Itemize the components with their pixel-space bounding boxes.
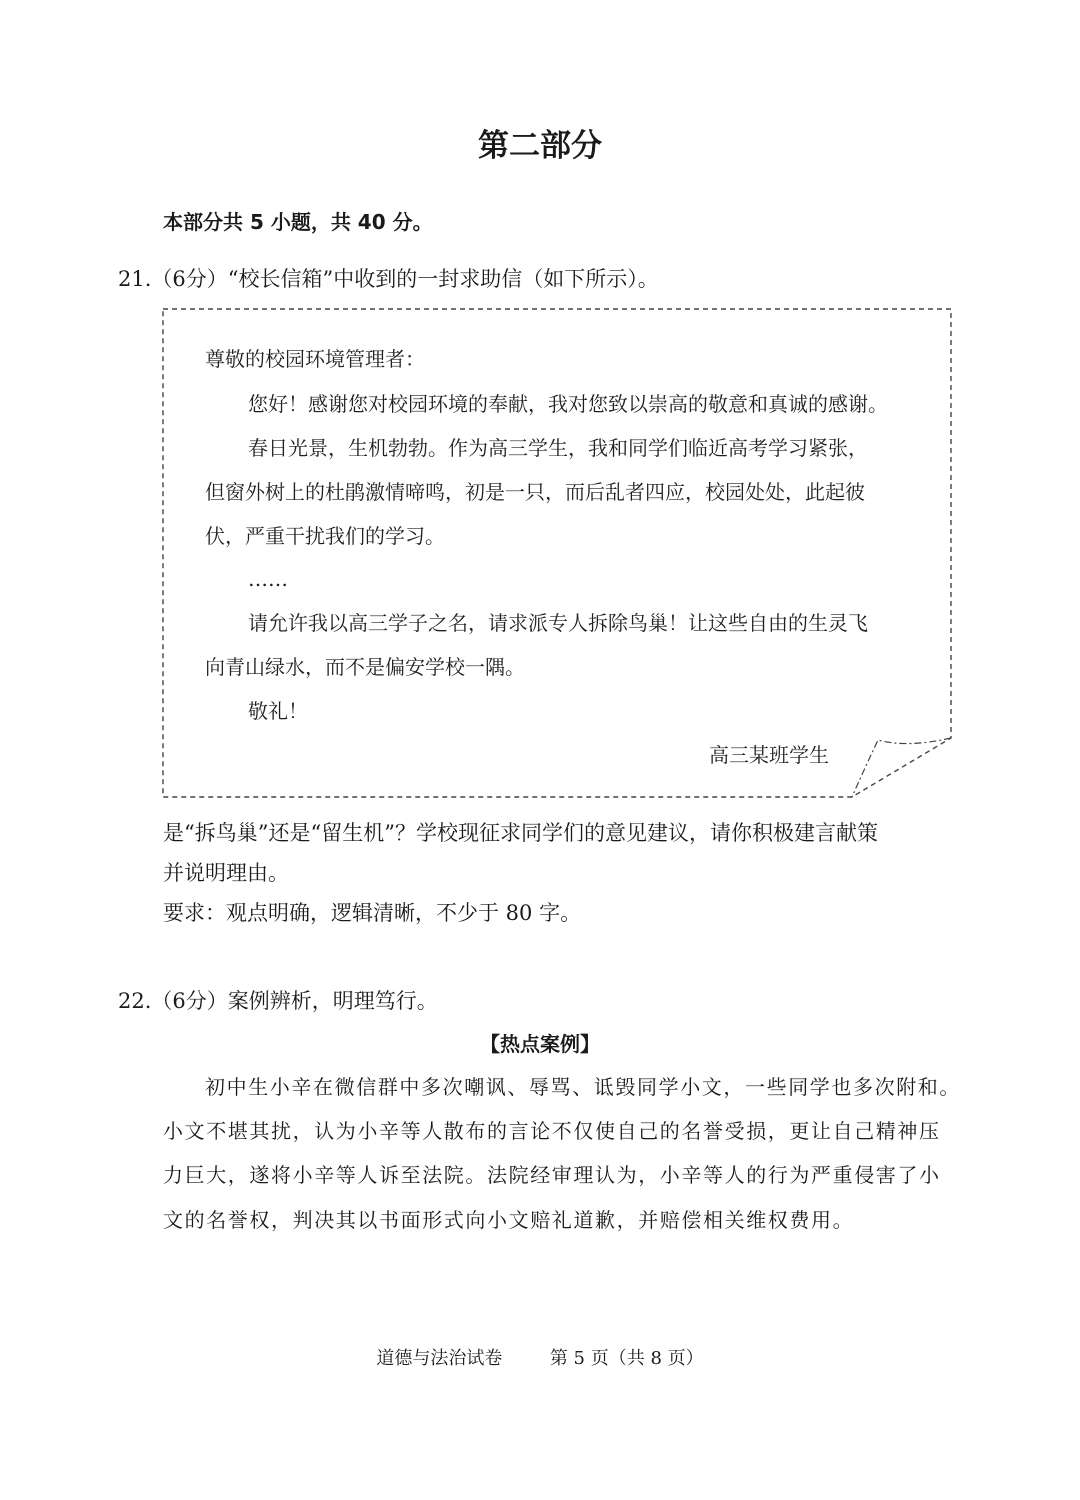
letter-box xyxy=(162,308,952,798)
letter-paragraph-3-line-1: 请允许我以高三学子之名，请求派专人拆除鸟巢！让这些自由的生灵飞 xyxy=(248,611,868,635)
case-text-line: 力巨大，遂将小辛等人诉至法院。法院经审理认为，小辛等人的行为严重侵害了小 xyxy=(163,1163,941,1187)
letter-paragraph-1: 您好！感谢您对校园环境的奉献，我对您致以崇高的敬意和真诚的感谢。 xyxy=(248,392,888,416)
case-heading: 【热点案例】 xyxy=(480,1032,600,1056)
letter-signature: 高三某班学生 xyxy=(709,743,829,767)
question-22-header: 22.（6分）案例辨析，明理笃行。 xyxy=(118,989,438,1013)
letter-paragraph-3-line-2: 向青山绿水，而不是偏安学校一隅。 xyxy=(205,655,525,679)
letter-closing: 敬礼！ xyxy=(248,699,308,723)
case-text-line: 小文不堪其扰，认为小辛等人散布的言论不仅使自己的名誉受损，更让自己精神压 xyxy=(163,1119,941,1143)
footer-page-number: 第 5 页（共 8 页） xyxy=(549,1348,704,1369)
section-intro: 本部分共 5 小题，共 40 分。 xyxy=(163,210,433,234)
question-21-prompt-line-2: 并说明理由。 xyxy=(163,861,289,885)
letter-ellipsis: …… xyxy=(248,567,288,591)
letter-paragraph-2-line-1: 春日光景，生机勃勃。作为高三学生，我和同学们临近高考学习紧张， xyxy=(248,436,868,460)
section-title: 第二部分 xyxy=(478,128,602,164)
question-21-header: 21.（6分）“校长信箱”中收到的一封求助信（如下所示）。 xyxy=(118,267,659,291)
letter-salutation: 尊敬的校园环境管理者： xyxy=(205,347,425,371)
case-text-line: 文的名誉权，判决其以书面形式向小文赔礼道歉，并赔偿相关维权费用。 xyxy=(163,1208,855,1232)
letter-paragraph-2-line-3: 伏，严重干扰我们的学习。 xyxy=(205,524,445,548)
question-21-requirement: 要求：观点明确，逻辑清晰，不少于 80 字。 xyxy=(163,901,582,925)
footer-subject: 道德与法治试卷 xyxy=(376,1348,503,1369)
question-21-prompt-line-1: 是“拆鸟巢”还是“留生机”？学校现征求同学们的意见建议，请你积极建言献策 xyxy=(163,821,878,845)
page-footer xyxy=(0,1345,1080,1373)
letter-paragraph-2-line-2: 但窗外树上的杜鹃激情啼鸣，初是一只，而后乱者四应，校园处处，此起彼 xyxy=(205,480,865,504)
case-text-line: 初中生小辛在微信群中多次嘲讽、辱骂、诋毁同学小文，一些同学也多次附和。 xyxy=(205,1075,961,1099)
